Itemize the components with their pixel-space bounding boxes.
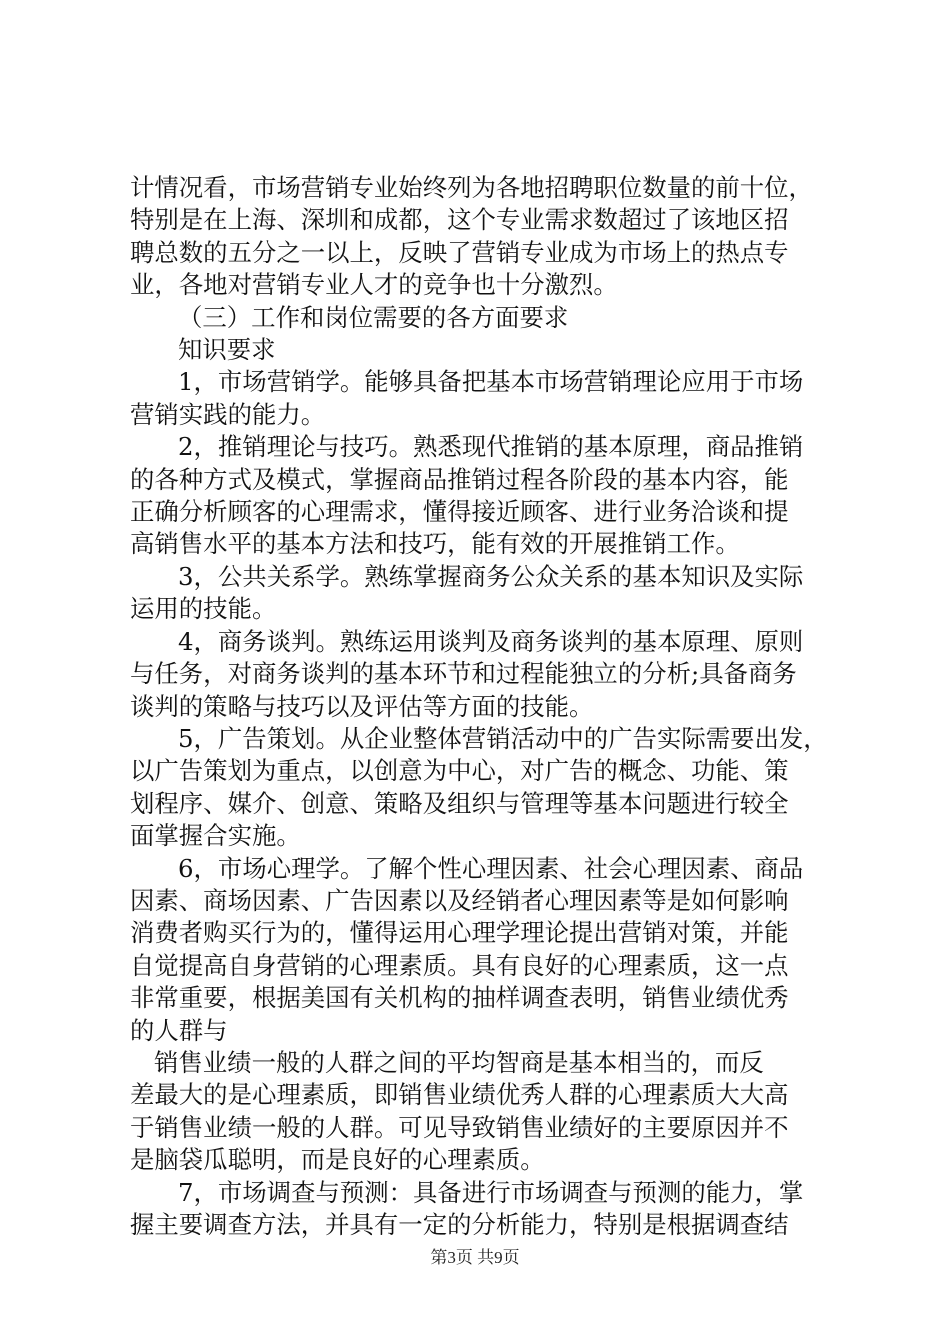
text-line: 4，商务谈判。熟练运用谈判及商务谈判的基本原理、原则 [178,626,804,656]
text-line: 自觉提高自身营销的心理素质。具有良好的心理素质，这一点 [130,950,789,980]
text-line: 计情况看，市场营销专业始终列为各地招聘职位数量的前十位， [130,173,813,202]
text-line: 因素、商场因素、广告因素以及经销者心理因素等是如何影响 [130,885,789,915]
text-line: 知识要求 [178,335,276,365]
text-line: 谈判的策略与技巧以及评估等方面的技能。 [130,691,594,721]
text-line: 握主要调查方法，并具有一定的分析能力，特别是根据调查结 [130,1210,789,1239]
text-line: 的人群与 [130,1015,228,1045]
text-line: 运用的技能。 [130,594,277,624]
text-line: 销售业绩一般的人群之间的平均智商是基本相当的，而反 [154,1047,764,1077]
text-line: 2，推销理论与技巧。熟悉现代推销的基本原理，商品推销 [178,432,804,462]
page-footer: 第3页 共9页 [430,1248,520,1267]
text-line: 7，市场调查与预测：具备进行市场调查与预测的能力，掌 [178,1177,804,1207]
text-line: 营销实践的能力。 [130,399,326,429]
body-text [130,172,830,1241]
text-line: 1，市场营销学。能够具备把基本市场营销理论应用于市场 [178,367,804,397]
text-line: 面掌握合实施。 [130,821,301,851]
text-line: 特别是在上海、深圳和成都，这个专业需求数超过了该地区招 [130,205,789,235]
text-line: 非常重要，根据美国有关机构的抽样调查表明，销售业绩优秀 [130,983,789,1013]
text-line: 划程序、媒介、创意、策略及组织与管理等基本问题进行较全 [130,788,789,818]
text-line: 3，公共关系学。熟练掌握商务公众关系的基本知识及实际 [178,561,804,591]
text-line: 是脑袋瓜聪明，而是良好的心理素质。 [130,1145,545,1175]
text-line: 聘总数的五分之一以上，反映了营销专业成为市场上的热点专 [130,237,789,267]
text-line: 业，各地对营销专业人才的竞争也十分激烈。 [130,270,618,300]
text-line: 的各种方式及模式，掌握商品推销过程各阶段的基本内容，能 [130,464,789,494]
text-line: 5，广告策划。从企业整体营销活动中的广告实际需要出发， [178,723,828,753]
text-line: 消费者购买行为的，懂得运用心理学理论提出营销对策，并能 [130,918,789,948]
text-line: 与任务，对商务谈判的基本环节和过程能独立的分析;具备商务 [130,659,797,689]
text-line: （三）工作和岗位需要的各方面要求 [178,302,569,332]
text-line: 6，市场心理学。了解个性心理因素、社会心理因素、商品 [178,853,804,883]
text-line: 以广告策划为重点，以创意为中心，对广告的概念、功能、策 [130,756,789,786]
text-line: 差最大的是心理素质，即销售业绩优秀人群的心理素质大大高 [130,1080,789,1110]
text-line: 正确分析顾客的心理需求，懂得接近顾客、进行业务洽谈和提 [130,497,789,527]
text-line: 于销售业绩一般的人群。可见导致销售业绩好的主要原因并不 [130,1112,789,1142]
text-line: 高销售水平的基本方法和技巧，能有效的开展推销工作。 [130,529,740,559]
